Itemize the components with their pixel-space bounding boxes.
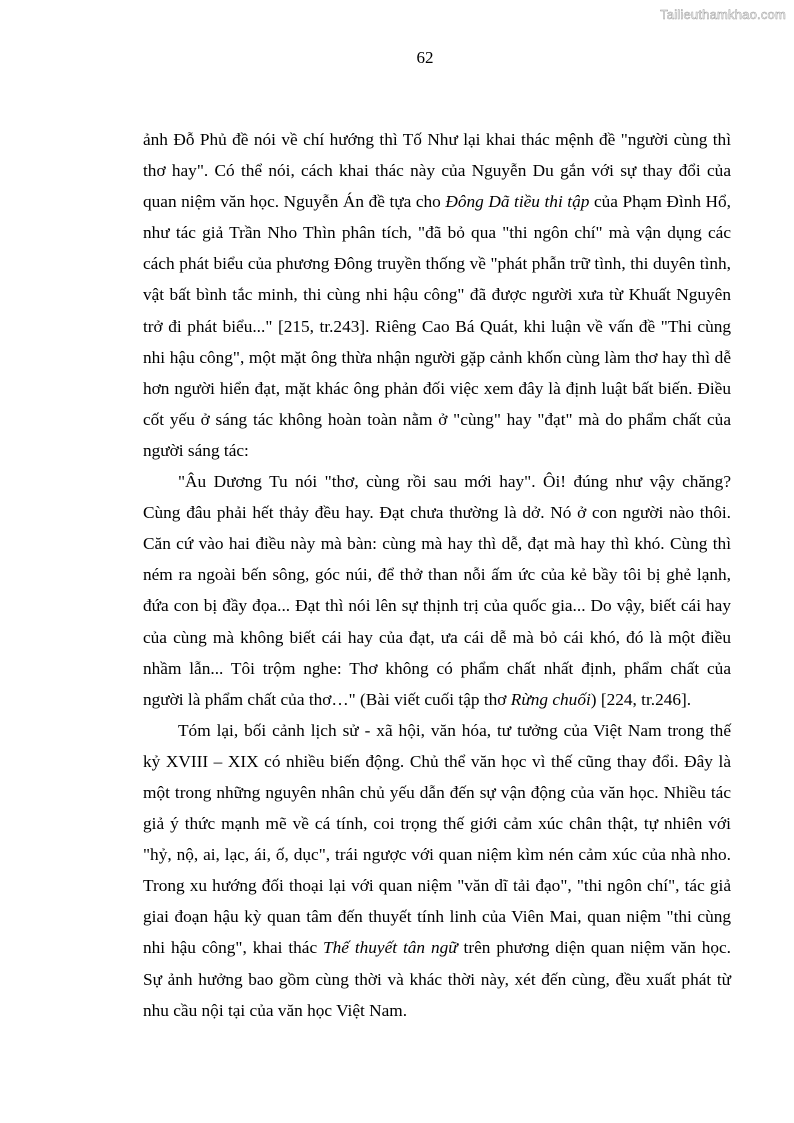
text-segment: đứa con bị đầy đọa... Đạt thì nói lên sự thịnh trị của quốc gia... Do vậy, biết cái hay xyxy=(143,596,731,616)
text-segment: nhầm lẫn... Tôi trộm nghe: Thơ không có phẩm chất nhất định, phẩm chất của xyxy=(143,658,731,678)
text-segment: cách phát biểu của phương Đông truyền thống về "phát phẫn trữ tình, thi duyên tình, xyxy=(143,254,731,274)
paragraph xyxy=(143,466,731,715)
text-line xyxy=(143,590,731,621)
text-segment: ảnh Đỗ Phủ đề nói về chí hướng thì Tố Như lại khai thác mệnh đề "người cùng thì xyxy=(143,130,731,149)
document-body xyxy=(143,124,731,1026)
italic-title: Rừng chuối xyxy=(510,689,591,709)
text-segment: người sáng tác: xyxy=(143,440,249,460)
text-line xyxy=(143,932,731,963)
italic-title: Thế thuyết tân ngữ xyxy=(323,938,458,958)
text-line xyxy=(143,995,731,1026)
text-segment: trên phương diện quan niệm văn học. xyxy=(457,938,731,958)
text-segment: nhi hậu công", một mặt ông thừa nhận người gặp cảnh khốn cùng làm thơ hay thì dễ xyxy=(143,347,731,367)
text-line xyxy=(143,746,731,777)
text-segment: Tóm lại, bối cảnh lịch sử - xã hội, văn hóa, tư tưởng của Việt Nam trong thế xyxy=(178,720,731,740)
text-line xyxy=(143,248,731,279)
text-line xyxy=(143,964,731,995)
text-segment: giai đoạn hậu kỳ quan tâm đến thuyết tính linh của Viên Mai, quan niệm "thi cùng xyxy=(143,907,731,927)
text-line xyxy=(143,311,731,342)
text-line xyxy=(143,404,731,435)
text-line xyxy=(143,342,731,373)
text-segment: Sự ảnh hưởng bao gồm cùng thời và khác thời này, xét đến cùng, đều xuất phát từ xyxy=(143,969,731,989)
text-segment: Căn cứ vào hai điều này mà bàn: cùng mà hay thì dễ, đạt mà hay thì khó. Cùng thì xyxy=(143,534,731,554)
text-segment: giả ý thức mạnh mẽ về cá tính, coi trọng thế giới cảm xúc chân thật, tự nhiên với xyxy=(143,814,731,834)
italic-title: Đông Dã tiều thi tập xyxy=(445,192,590,212)
text-segment: ) [224, tr.246]. xyxy=(590,689,692,709)
text-line xyxy=(143,839,731,870)
text-segment: hơn người hiển đạt, mặt khác ông phản đối việc xem đây là định luật bất biến. Điều xyxy=(143,378,731,398)
paragraph xyxy=(143,124,731,466)
text-line xyxy=(143,279,731,310)
text-line xyxy=(143,124,731,155)
text-segment: "Âu Dương Tu nói "thơ, cùng rồi sau mới hay". Ôi! đúng như vậy chăng? xyxy=(178,472,731,492)
text-line xyxy=(143,684,731,715)
text-segment: ném ra ngoài bến sông, góc núi, để thở than nỗi ấm ức của kẻ bầy tôi bị ghẻ lạnh, xyxy=(143,565,731,585)
watermark: Tailieuthamkhao.com xyxy=(660,7,786,22)
text-line xyxy=(143,435,731,466)
text-line xyxy=(143,186,731,217)
text-segment: của Phạm Đình Hổ, xyxy=(589,192,731,212)
text-line xyxy=(143,528,731,559)
text-segment: một trong những nguyên nhân chủ yếu dẫn đến sự vận động của văn học. Nhiều tác xyxy=(143,782,731,802)
text-segment: nhu cầu nội tại của văn học Việt Nam. xyxy=(143,1000,408,1020)
paragraph xyxy=(143,715,731,1026)
text-line xyxy=(143,777,731,808)
text-segment: vật bất bình tắc minh, thi cùng nhi hậu công" đã được người xưa từ Khuất Nguyên xyxy=(143,285,731,305)
text-line xyxy=(143,622,731,653)
page-number: 62 xyxy=(416,48,434,67)
text-line xyxy=(143,466,731,497)
text-segment: như tác giả Trần Nho Thìn phân tích, "đã bỏ qua "thi ngôn chí" mà vận dụng các xyxy=(143,223,731,243)
text-segment: thơ hay". Có thể nói, cách khai thác này của Nguyễn Du gắn với sự thay đổi của xyxy=(143,161,731,181)
text-line xyxy=(143,901,731,932)
text-segment: "hỷ, nộ, ai, lạc, ái, ố, dục", trái ngược với quan niệm kìm nén cảm xúc của nhà nho. xyxy=(143,845,731,865)
text-line xyxy=(143,715,731,746)
text-segment: kỷ XVIII – XIX có nhiều biến động. Chủ thể văn học vì thế cũng thay đổi. Đây là xyxy=(143,751,731,771)
text-segment: Cùng đâu phải hết thảy đều hay. Đạt chưa thường là dở. Nó ở con người nào thôi. xyxy=(143,503,731,523)
text-line xyxy=(143,870,731,901)
text-line xyxy=(143,653,731,684)
text-line xyxy=(143,497,731,528)
text-segment: Trong xu hướng đối thoại lại với quan niệm "văn dĩ tải đạo", "thi ngôn chí", tác giả xyxy=(143,876,731,896)
text-segment: người là phẩm chất của thơ…" (Bài viết cuối tập thơ xyxy=(143,689,511,709)
text-line xyxy=(143,808,731,839)
text-line xyxy=(143,155,731,186)
text-segment: của cùng mà không biết cái hay của đạt, ưa cái dễ mà bỏ cái khó, đó là một điều xyxy=(143,627,731,647)
text-segment: nhi hậu công", khai thác xyxy=(143,938,324,958)
text-line xyxy=(143,217,731,248)
text-line xyxy=(143,373,731,404)
text-segment: cốt yếu ở sáng tác không hoàn toàn nằm ở "cùng" hay "đạt" mà do phẩm chất của xyxy=(143,409,731,429)
text-segment: trở đi phát biểu..." [215, tr.243]. Riêng Cao Bá Quát, khi luận về vấn đề "Thi cùng xyxy=(143,316,731,336)
text-line xyxy=(143,559,731,590)
text-segment: quan niệm văn học. Nguyễn Án đề tựa cho xyxy=(143,192,446,212)
